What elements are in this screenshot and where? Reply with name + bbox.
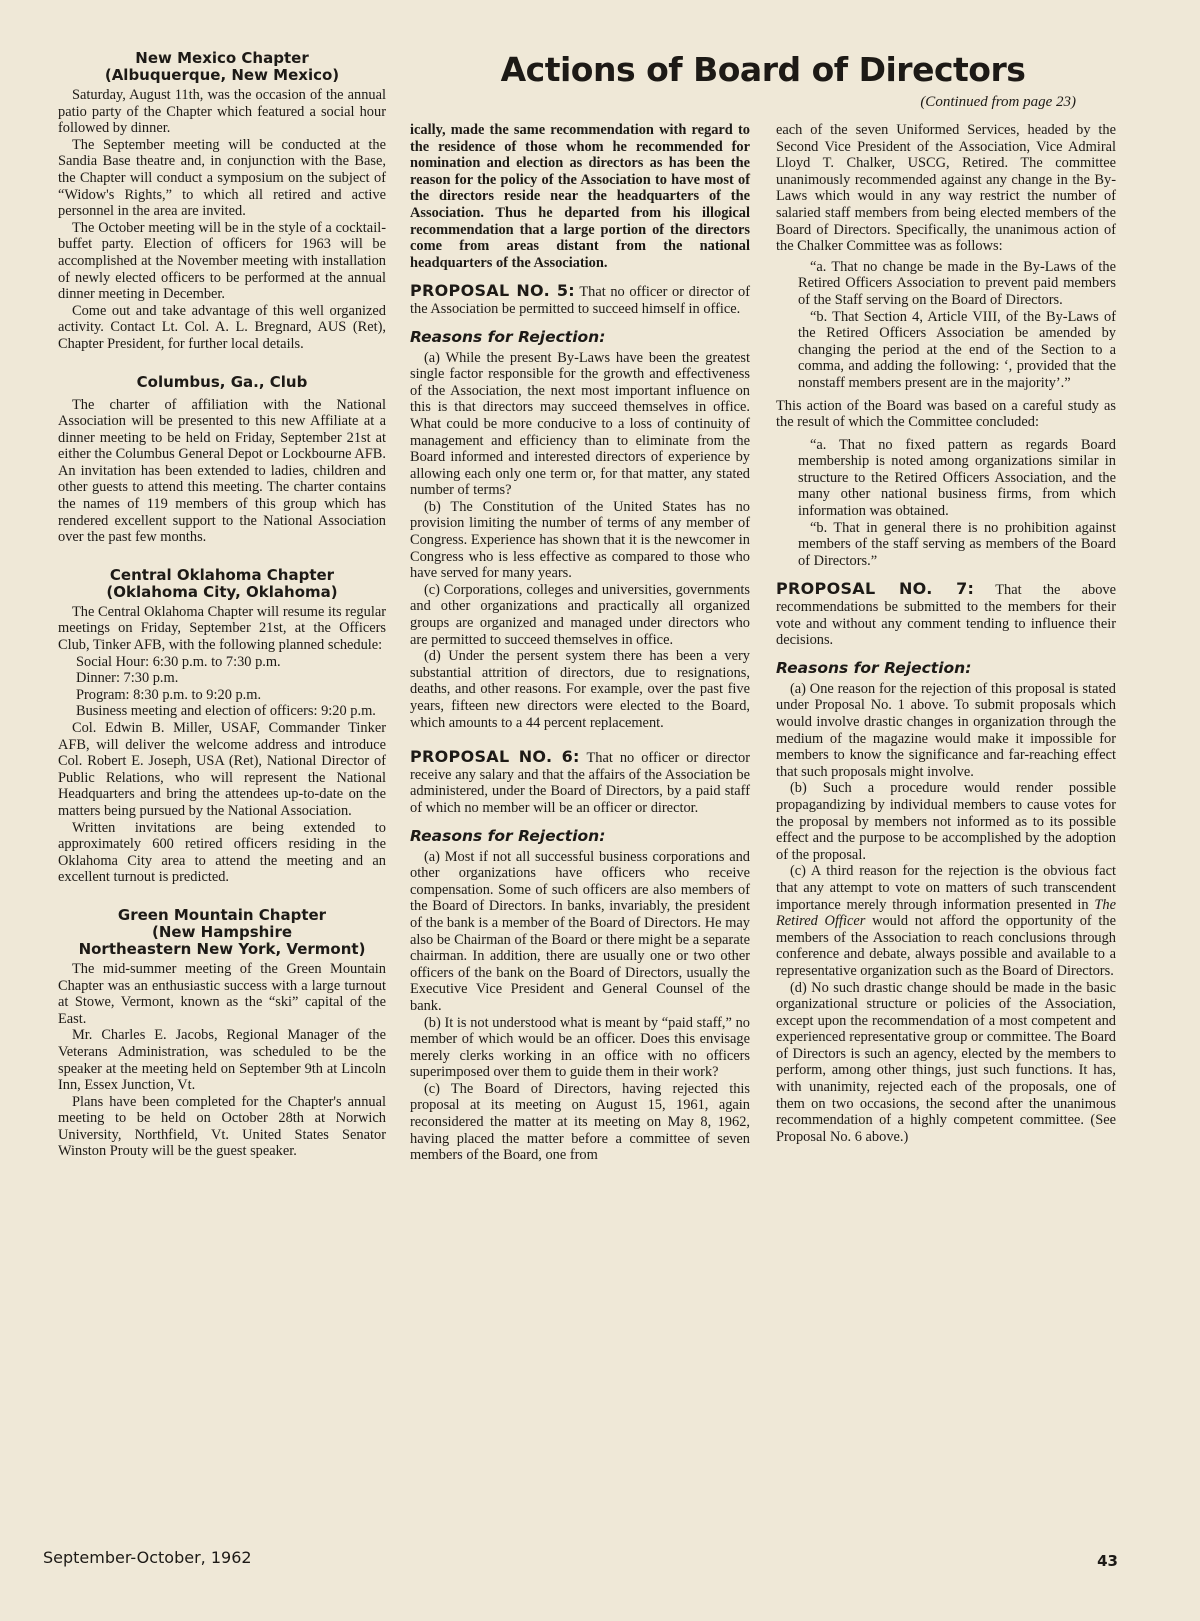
paragraph: (a) While the present By-Laws have been the greatest single factor responsible for the growth and effectiveness of the Association, the next most important influence on this is that directors may succeed themselves in office. What could be more conducive to a loss of continuity of management and efficiency than to eliminate from the Board informed and interested directors of experience by allowing each only one term or, for that matter, any stated number of terms? [410, 349, 750, 499]
paragraph: Come out and take advantage of this well organized activity. Contact Lt. Col. A. L. Bregnard, AUS (Ret), Chapter President, for further local details. [58, 302, 386, 352]
paragraph: each of the seven Uniformed Services, headed by the Second Vice President of the Association, Vice Admiral Lloyd T. Chalker, USCG, Retired. The committee unanimously recommended against any change in the By-Laws which would in any way restrict the number of salaried staff members from being elected members of the Board of Directors. Specifically, the unanimous action of the Chalker Committee was as follows: [776, 122, 1116, 255]
schedule-item: Dinner: 7:30 p.m. [76, 670, 179, 687]
page-title: Actions of Board of Directors [500, 50, 1026, 89]
paragraph: (c) Corporations, colleges and universities, governments and other organizations and practically all organized groups are organized and managed under directors who are permitted to succeed themselves in office. [410, 581, 750, 648]
quote-paragraph: “a. That no fixed pattern as regards Board membership is noted among organizations similar in structure to the Retired Officers Association, and the many other national business firms, from which information was obtained. [798, 436, 1116, 520]
magazine-title: The Retired Officer [776, 896, 1116, 930]
paragraph: Plans have been completed for the Chapter's annual meeting to be held on October 28th at Norwich University, Northfield, Vt. United States Senator Winston Prouty will be the guest speaker. [58, 1093, 386, 1160]
issue-date: September-October, 1962 [43, 1548, 252, 1567]
paragraph: Saturday, August 11th, was the occasion of the annual patio party of the Chapter which featured a social hour followed by dinner. [58, 87, 386, 137]
schedule-item: Social Hour: 6:30 p.m. to 7:30 p.m. [76, 653, 281, 670]
proposal-6 [410, 749, 750, 816]
reasons-heading: Reasons for Rejection: [776, 658, 972, 677]
proposal-label: PROPOSAL NO. 6: [410, 747, 580, 767]
reasons-heading: Reasons for Rejection: [410, 327, 606, 346]
section-heading-green-mountain: Green Mountain Chapter (New Hampshire Northeastern New York, Vermont) [78, 905, 366, 958]
paragraph: (a) One reason for the rejection of this proposal is stated under Proposal No. 1 above. To submit proposals which would involve drastic changes in organization through the medium of the magazine would make it impossible for members to know the significance and far-reaching effect that such proposals might involve. [776, 680, 1116, 780]
section-heading-central-oklahoma: Central Oklahoma Chapter (Oklahoma City, Oklahoma) [106, 565, 338, 601]
proposal-text: That no officer or director of the Association be permitted to succeed himself in office. [410, 284, 750, 317]
paragraph: This action of the Board was based on a careful study as the result of which the Committee concluded: [776, 397, 1116, 431]
paragraph: The Central Oklahoma Chapter will resume its regular meetings on Friday, September 21st, at the Officers Club, Tinker AFB, with the following planned schedule: [58, 603, 386, 654]
middle-column [410, 122, 750, 1164]
proposal-7 [776, 581, 1116, 648]
quote-paragraph: “b. That in general there is no prohibition against members of the staff serving as members of the Board of Directors.” [798, 519, 1116, 569]
paragraph: The charter of affiliation with the National Association will be presented to this new Affiliate at a dinner meeting to be held on Friday, September 21st at either the Columbus General Depot or Lockbourne AFB. An invitation has been extended to ladies, children and other guests to attend this meeting. The charter contains the names of 119 members of this group which has rendered excellent support to the National Association over the past few months. [58, 396, 386, 546]
quote-paragraph: “a. That no change be made in the By-Laws of the Retired Officers Association to prevent paid members of the Staff serving on the Board of Directors. [798, 258, 1116, 308]
paragraph: (c) A third reason for the rejection is the obvious fact that any attempt to vote on matters of such transcendent importance merely through information presented in The Retired Officer would not afford the opportunity of the members of the Association to reach conclusions through conference and debate, always possible and available to a representative organization such as the Board of Directors. [776, 863, 1116, 979]
right-column [776, 122, 1116, 1145]
paragraph: (c) The Board of Directors, having rejected this proposal at its meeting on August 15, 1961, again reconsidered the matter at its meeting on May 8, 1962, having placed the matter before a committee of seven members of the Board, one from [410, 1080, 750, 1164]
paragraph: (b) It is not understood what is meant by “paid staff,” no member of which would be an officer. Does this envisage merely clerks working in an office with no officers superimposed over them to guide them in their work? [410, 1014, 750, 1081]
section-heading-columbus: Columbus, Ga., Club [136, 372, 308, 391]
continued-note: (Continued from page 23) [920, 94, 1076, 110]
paragraph: The September meeting will be conducted at the Sandia Base theatre and, in conjunction with the Base, the Chapter will conduct a symposium on the subject of “Widow's Rights,” to which all retired and active personnel in the area are invited. [58, 136, 386, 220]
proposal-label: PROPOSAL NO. 7: [776, 579, 975, 599]
quote-paragraph: “b. That Section 4, Article VIII, of the By-Laws of the Retired Officers Association be amended by changing the period at the end of the Section to a comma, and adding the following: ‘, provided that the nonstaff members present are in the majority’.” [798, 308, 1116, 391]
reasons-heading: Reasons for Rejection: [410, 826, 606, 845]
left-column [58, 50, 386, 1160]
schedule-item: Business meeting and election of officers: 9:20 p.m. [76, 703, 376, 720]
proposal-5 [410, 283, 750, 317]
paragraph: Col. Edwin B. Miller, USAF, Commander Tinker AFB, will deliver the welcome address and introduce Col. Robert E. Joseph, USA (Ret), National Director of Public Relations, who will represent the National Headquarters and bring the attendees up-to-date on the matters being pursued by the National Association. [58, 720, 386, 819]
page-number: 43 [1097, 1552, 1118, 1570]
schedule-item: Program: 8:30 p.m. to 9:20 p.m. [76, 686, 262, 703]
section-heading-new-mexico: New Mexico Chapter (Albuquerque, New Mexico) [104, 49, 340, 84]
bold-paragraph: ically, made the same recommendation with regard to the residence of those whom he recommended for nomination and election as directors as has been the reason for the policy of the Association to have most of the directors reside near the headquarters of the Association. Thus he departed from his illogical recommendation that a large portion of the directors come from areas distant from the national headquarters of the Association. [410, 122, 750, 271]
proposal-text: That no officer or director receive any salary and that the affairs of the Association be administered, under the Board of Directors, by a paid staff of which no member will be an officer or director. [410, 750, 750, 816]
paragraph: Written invitations are being extended to approximately 600 retired officers residing in the Oklahoma City area to attend the meeting and an excellent turnout is predicted. [58, 819, 386, 886]
paragraph: (d) Under the persent system there has been a very substantial attrition of directors, due to resignations, deaths, and other reasons. For example, over the past five years, fifteen new directors were elected to the Board, which amounts to a 44 percent replacement. [410, 648, 750, 731]
paragraph: The October meeting will be in the style of a cocktail-buffet party. Election of officers for 1963 will be accomplished at the November meeting with installation of newly elected officers to be performed at the annual dinner meeting in December. [58, 219, 386, 303]
paragraph: (a) Most if not all successful business corporations and other organizations have officers who receive compensation. Some of such officers are also members of the Board of Directors. In banks, invariably, the president of the bank is a member of the Board of Directors. He may also be Chairman of the Board or there might be a separate chairman. In addition, there are usually one or two other officers of the bank on the Board of Directors, usually the Executive Vice President and General Counsel of the bank. [410, 848, 750, 1014]
paragraph: (b) The Constitution of the United States has no provision limiting the number of terms of any member of Congress. Experience has shown that it is the newcomer in Congress who is less effective as compared to those who have served for many years. [410, 498, 750, 582]
paragraph: The mid-summer meeting of the Green Mountain Chapter was an enthusiastic success with a large turnout at Stowe, Vermont, known as the “ski” capital of the East. [58, 960, 386, 1027]
proposal-label: PROPOSAL NO. 5: [410, 281, 575, 301]
paragraph: (b) Such a procedure would render possible propagandizing by individual members to cause votes for the proposal by members not informed as to its possible effect and the purpose to be accomplished by the adoption of the proposal. [776, 780, 1116, 863]
paragraph: (d) No such drastic change should be made in the basic organizational structure or policies of the Association, except upon the recommendation of a most competent and experienced representative group or committee. The Board of Directors is such an agency, elected by the members to perform, among other things, just such functions. It has, with unanimity, rejected each of the proposals, one of them on two occasions, the second after the unanimous recommendation of a highly competent committee. (See Proposal No. 6 above.) [776, 979, 1116, 1145]
proposal-text: That the above recommendations be submitted to the members for their vote and without any comment tending to influence their decisions. [776, 582, 1117, 649]
paragraph: Mr. Charles E. Jacobs, Regional Manager of the Veterans Administration, was scheduled to be the speaker at the meeting held on September 9th at Lincoln Inn, Essex Junction, Vt. [58, 1027, 386, 1094]
